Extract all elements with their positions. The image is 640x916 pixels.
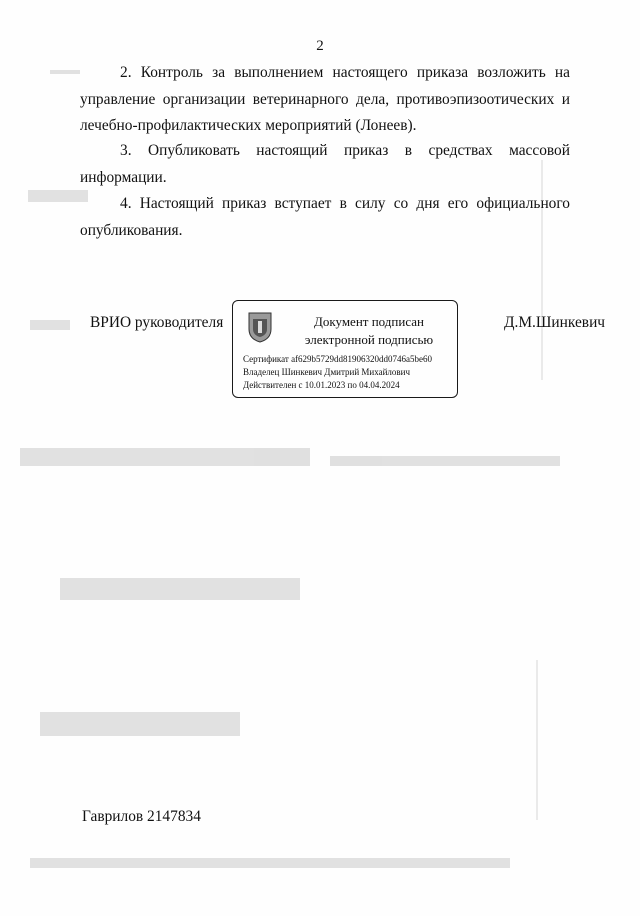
paragraph-control: 2. Контроль за выполнением настоящего приказа возложить на управление организации ветеринарного дела, противоэпизоотических и лечебно-профилактических мероприятий (Лонеев).: [80, 64, 570, 134]
page-number: 2: [316, 38, 324, 54]
stamp-title: [281, 313, 457, 349]
electronic-signature-stamp: [232, 300, 458, 398]
stamp-validity: Действителен с 10.01.2023 по 04.04.2024: [243, 380, 400, 390]
paragraph-publish: 3. Опубликовать настоящий приказ в средствах массовой информации.: [80, 142, 570, 186]
coat-of-arms-icon: [247, 311, 273, 343]
stamp-details: [243, 353, 432, 392]
stamp-title-line1: Документ подписан: [314, 314, 424, 329]
executor-note: Гаврилов 2147834: [82, 808, 201, 825]
stamp-owner: Владелец Шинкевич Дмитрий Михайлович: [243, 367, 410, 377]
stamp-certificate: Сертификат af629b5729dd81906320dd0746a5be60: [243, 354, 433, 364]
signer-position: ВРИО руководителя: [90, 314, 224, 331]
stamp-title-line2: электронной подписью: [304, 332, 434, 347]
signer-name: Д.М.Шинкевич: [504, 314, 606, 331]
paragraph-effective: 4. Настоящий приказ вступает в силу со дня его официального опубликования.: [80, 195, 570, 239]
